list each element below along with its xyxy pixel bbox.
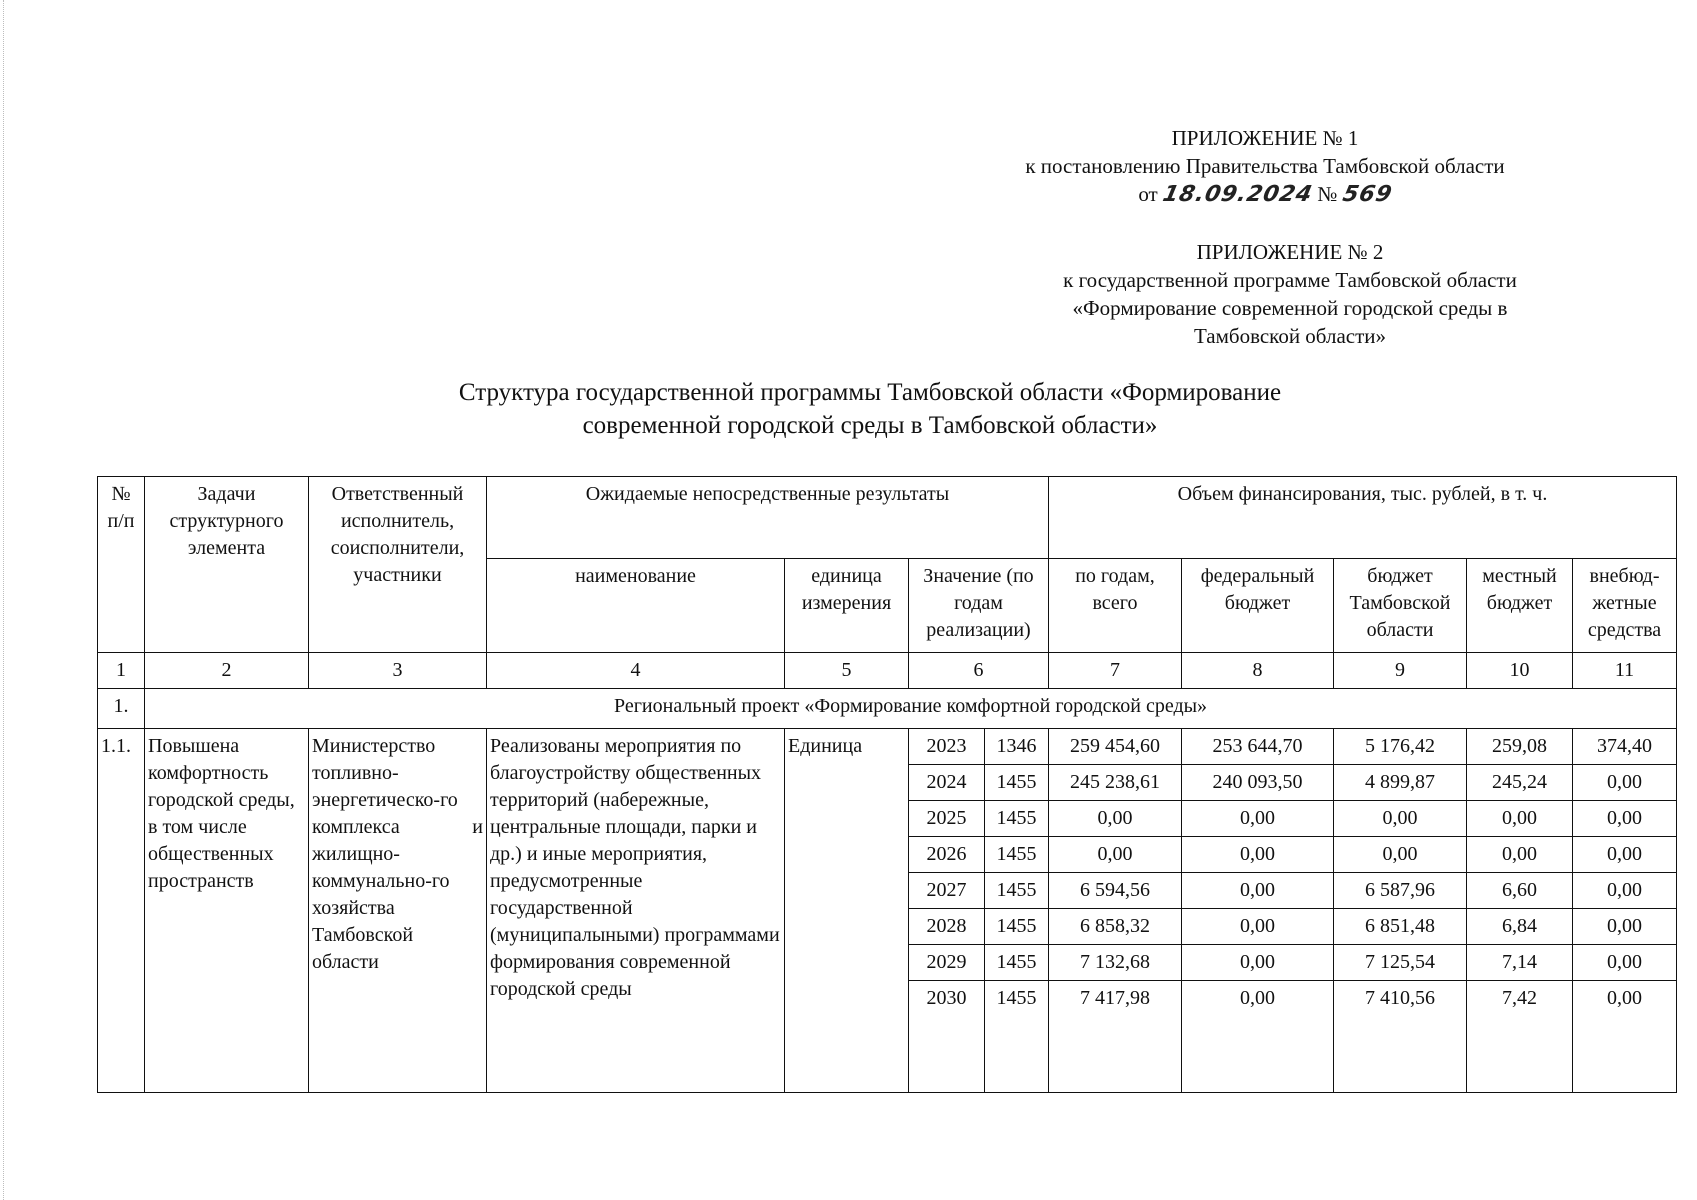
appendix-1-header: [985, 124, 1545, 209]
scan-edge: [3, 0, 4, 1200]
column-number: 5: [785, 653, 909, 689]
total-cell: 7 132,68: [1049, 945, 1182, 981]
federal-cell: 240 093,50: [1182, 765, 1334, 801]
handwritten-date: 18.09.2024: [1160, 182, 1315, 207]
extra-cell: 0,00: [1573, 837, 1677, 873]
value-cell: 1455: [985, 765, 1049, 801]
total-cell: 245 238,61: [1049, 765, 1182, 801]
header-local: местный бюджет: [1467, 559, 1573, 653]
number-prefix: №: [1317, 182, 1338, 206]
extra-cell: 0,00: [1573, 873, 1677, 909]
item-task: Повышена комфортность городской среды, в том числе общественных пространств: [145, 729, 309, 1093]
federal-cell: 253 644,70: [1182, 729, 1334, 765]
appendix-2-title: ПРИЛОЖЕНИЕ № 2: [1196, 240, 1384, 264]
regional-cell: 5 176,42: [1334, 729, 1467, 765]
total-cell: 7 417,98: [1049, 981, 1182, 1093]
header-value: Значение (по годам реализации): [909, 559, 1049, 653]
federal-cell: 0,00: [1182, 945, 1334, 981]
federal-cell: 0,00: [1182, 873, 1334, 909]
column-number-row: [98, 653, 1677, 689]
local-cell: 7,14: [1467, 945, 1573, 981]
regional-cell: 0,00: [1334, 837, 1467, 873]
total-cell: 259 454,60: [1049, 729, 1182, 765]
value-cell: 1455: [985, 873, 1049, 909]
year-cell: 2030: [909, 981, 985, 1093]
column-number: 6: [909, 653, 1049, 689]
appendix-2-line-4: Тамбовской области»: [1193, 324, 1387, 348]
federal-cell: 0,00: [1182, 837, 1334, 873]
local-cell: 259,08: [1467, 729, 1573, 765]
item-unit: Единица: [785, 729, 909, 1093]
extra-cell: 0,00: [1573, 945, 1677, 981]
program-structure-table: [97, 476, 1677, 1093]
appendix-1-date-line: [985, 180, 1545, 209]
extra-cell: 0,00: [1573, 801, 1677, 837]
header-federal: федеральный бюджет: [1182, 559, 1334, 653]
date-prefix: от: [1138, 182, 1158, 206]
regional-cell: 6 851,48: [1334, 909, 1467, 945]
appendix-1-title: ПРИЛОЖЕНИЕ № 1: [1171, 126, 1359, 150]
year-cell: 2027: [909, 873, 985, 909]
document-title-line-2: современной городской среды в Тамбовской области»: [582, 412, 1158, 439]
local-cell: 0,00: [1467, 837, 1573, 873]
column-number: 10: [1467, 653, 1573, 689]
header-expected-results: Ожидаемые непосредственные результаты: [487, 477, 1049, 559]
header-financing: Объем финансирования, тыс. рублей, в т. ч.: [1049, 477, 1677, 559]
header-total: по годам, всего: [1049, 559, 1182, 653]
item-responsible: Министерство топливно-энергетическо-го комплекса и жилищно-коммунально-го хозяйства Тамбовской области: [309, 729, 487, 1093]
extra-cell: 0,00: [1573, 765, 1677, 801]
item-number: 1.1.: [98, 729, 145, 1093]
item-result-name: Реализованы мероприятия по благоустройству общественных территорий (набережные, центральные площади, парки и др.) и иные мероприятия, предусмотренные государственной (муниципалыными) программами формирования современной городской среды: [487, 729, 785, 1093]
year-cell: 2025: [909, 801, 985, 837]
header-unit: единица измерения: [785, 559, 909, 653]
appendix-2-line-3: «Формирование современной городской среды в: [1072, 296, 1508, 320]
appendix-2-line-2: к государственной программе Тамбовской области: [1063, 268, 1517, 292]
table-row: [98, 729, 1677, 765]
column-number: 4: [487, 653, 785, 689]
total-cell: 0,00: [1049, 801, 1182, 837]
year-cell: 2024: [909, 765, 985, 801]
year-cell: 2023: [909, 729, 985, 765]
local-cell: 6,60: [1467, 873, 1573, 909]
extra-cell: 0,00: [1573, 981, 1677, 1093]
year-cell: 2028: [909, 909, 985, 945]
header-num: № п/п: [98, 477, 145, 653]
column-number: 9: [1334, 653, 1467, 689]
local-cell: 0,00: [1467, 801, 1573, 837]
column-number: 8: [1182, 653, 1334, 689]
section-row: [98, 689, 1677, 729]
extra-cell: 0,00: [1573, 909, 1677, 945]
value-cell: 1455: [985, 801, 1049, 837]
extra-cell: 374,40: [1573, 729, 1677, 765]
total-cell: 0,00: [1049, 837, 1182, 873]
year-cell: 2026: [909, 837, 985, 873]
column-number: 1: [98, 653, 145, 689]
header-responsible: Ответственный исполнитель, соисполнители, участники: [309, 477, 487, 653]
regional-cell: 0,00: [1334, 801, 1467, 837]
value-cell: 1455: [985, 909, 1049, 945]
handwritten-number: 569: [1340, 182, 1395, 207]
header-regional: бюджет Тамбовской области: [1334, 559, 1467, 653]
document-title: [330, 376, 1410, 442]
value-cell: 1455: [985, 981, 1049, 1093]
value-cell: 1455: [985, 837, 1049, 873]
header-tasks: Задачи структурного элемента: [145, 477, 309, 653]
value-cell: 1455: [985, 945, 1049, 981]
appendix-2-header: [1010, 238, 1570, 350]
regional-cell: 6 587,96: [1334, 873, 1467, 909]
value-cell: 1346: [985, 729, 1049, 765]
local-cell: 7,42: [1467, 981, 1573, 1093]
appendix-1-subtitle: к постановлению Правительства Тамбовской области: [1025, 154, 1505, 178]
column-number: 7: [1049, 653, 1182, 689]
section-number: 1.: [98, 689, 145, 729]
local-cell: 245,24: [1467, 765, 1573, 801]
header-row-1: [98, 477, 1677, 559]
local-cell: 6,84: [1467, 909, 1573, 945]
federal-cell: 0,00: [1182, 981, 1334, 1093]
document-title-line-1: Структура государственной программы Тамбовской области «Формирование: [458, 379, 1282, 406]
regional-cell: 4 899,87: [1334, 765, 1467, 801]
regional-cell: 7 410,56: [1334, 981, 1467, 1093]
header-extra: внебюд-жетные средства: [1573, 559, 1677, 653]
total-cell: 6 858,32: [1049, 909, 1182, 945]
header-name: наименование: [487, 559, 785, 653]
column-number: 2: [145, 653, 309, 689]
regional-cell: 7 125,54: [1334, 945, 1467, 981]
year-cell: 2029: [909, 945, 985, 981]
column-number: 11: [1573, 653, 1677, 689]
section-label: Региональный проект «Формирование комфортной городской среды»: [145, 689, 1677, 729]
federal-cell: 0,00: [1182, 801, 1334, 837]
column-number: 3: [309, 653, 487, 689]
federal-cell: 0,00: [1182, 909, 1334, 945]
total-cell: 6 594,56: [1049, 873, 1182, 909]
